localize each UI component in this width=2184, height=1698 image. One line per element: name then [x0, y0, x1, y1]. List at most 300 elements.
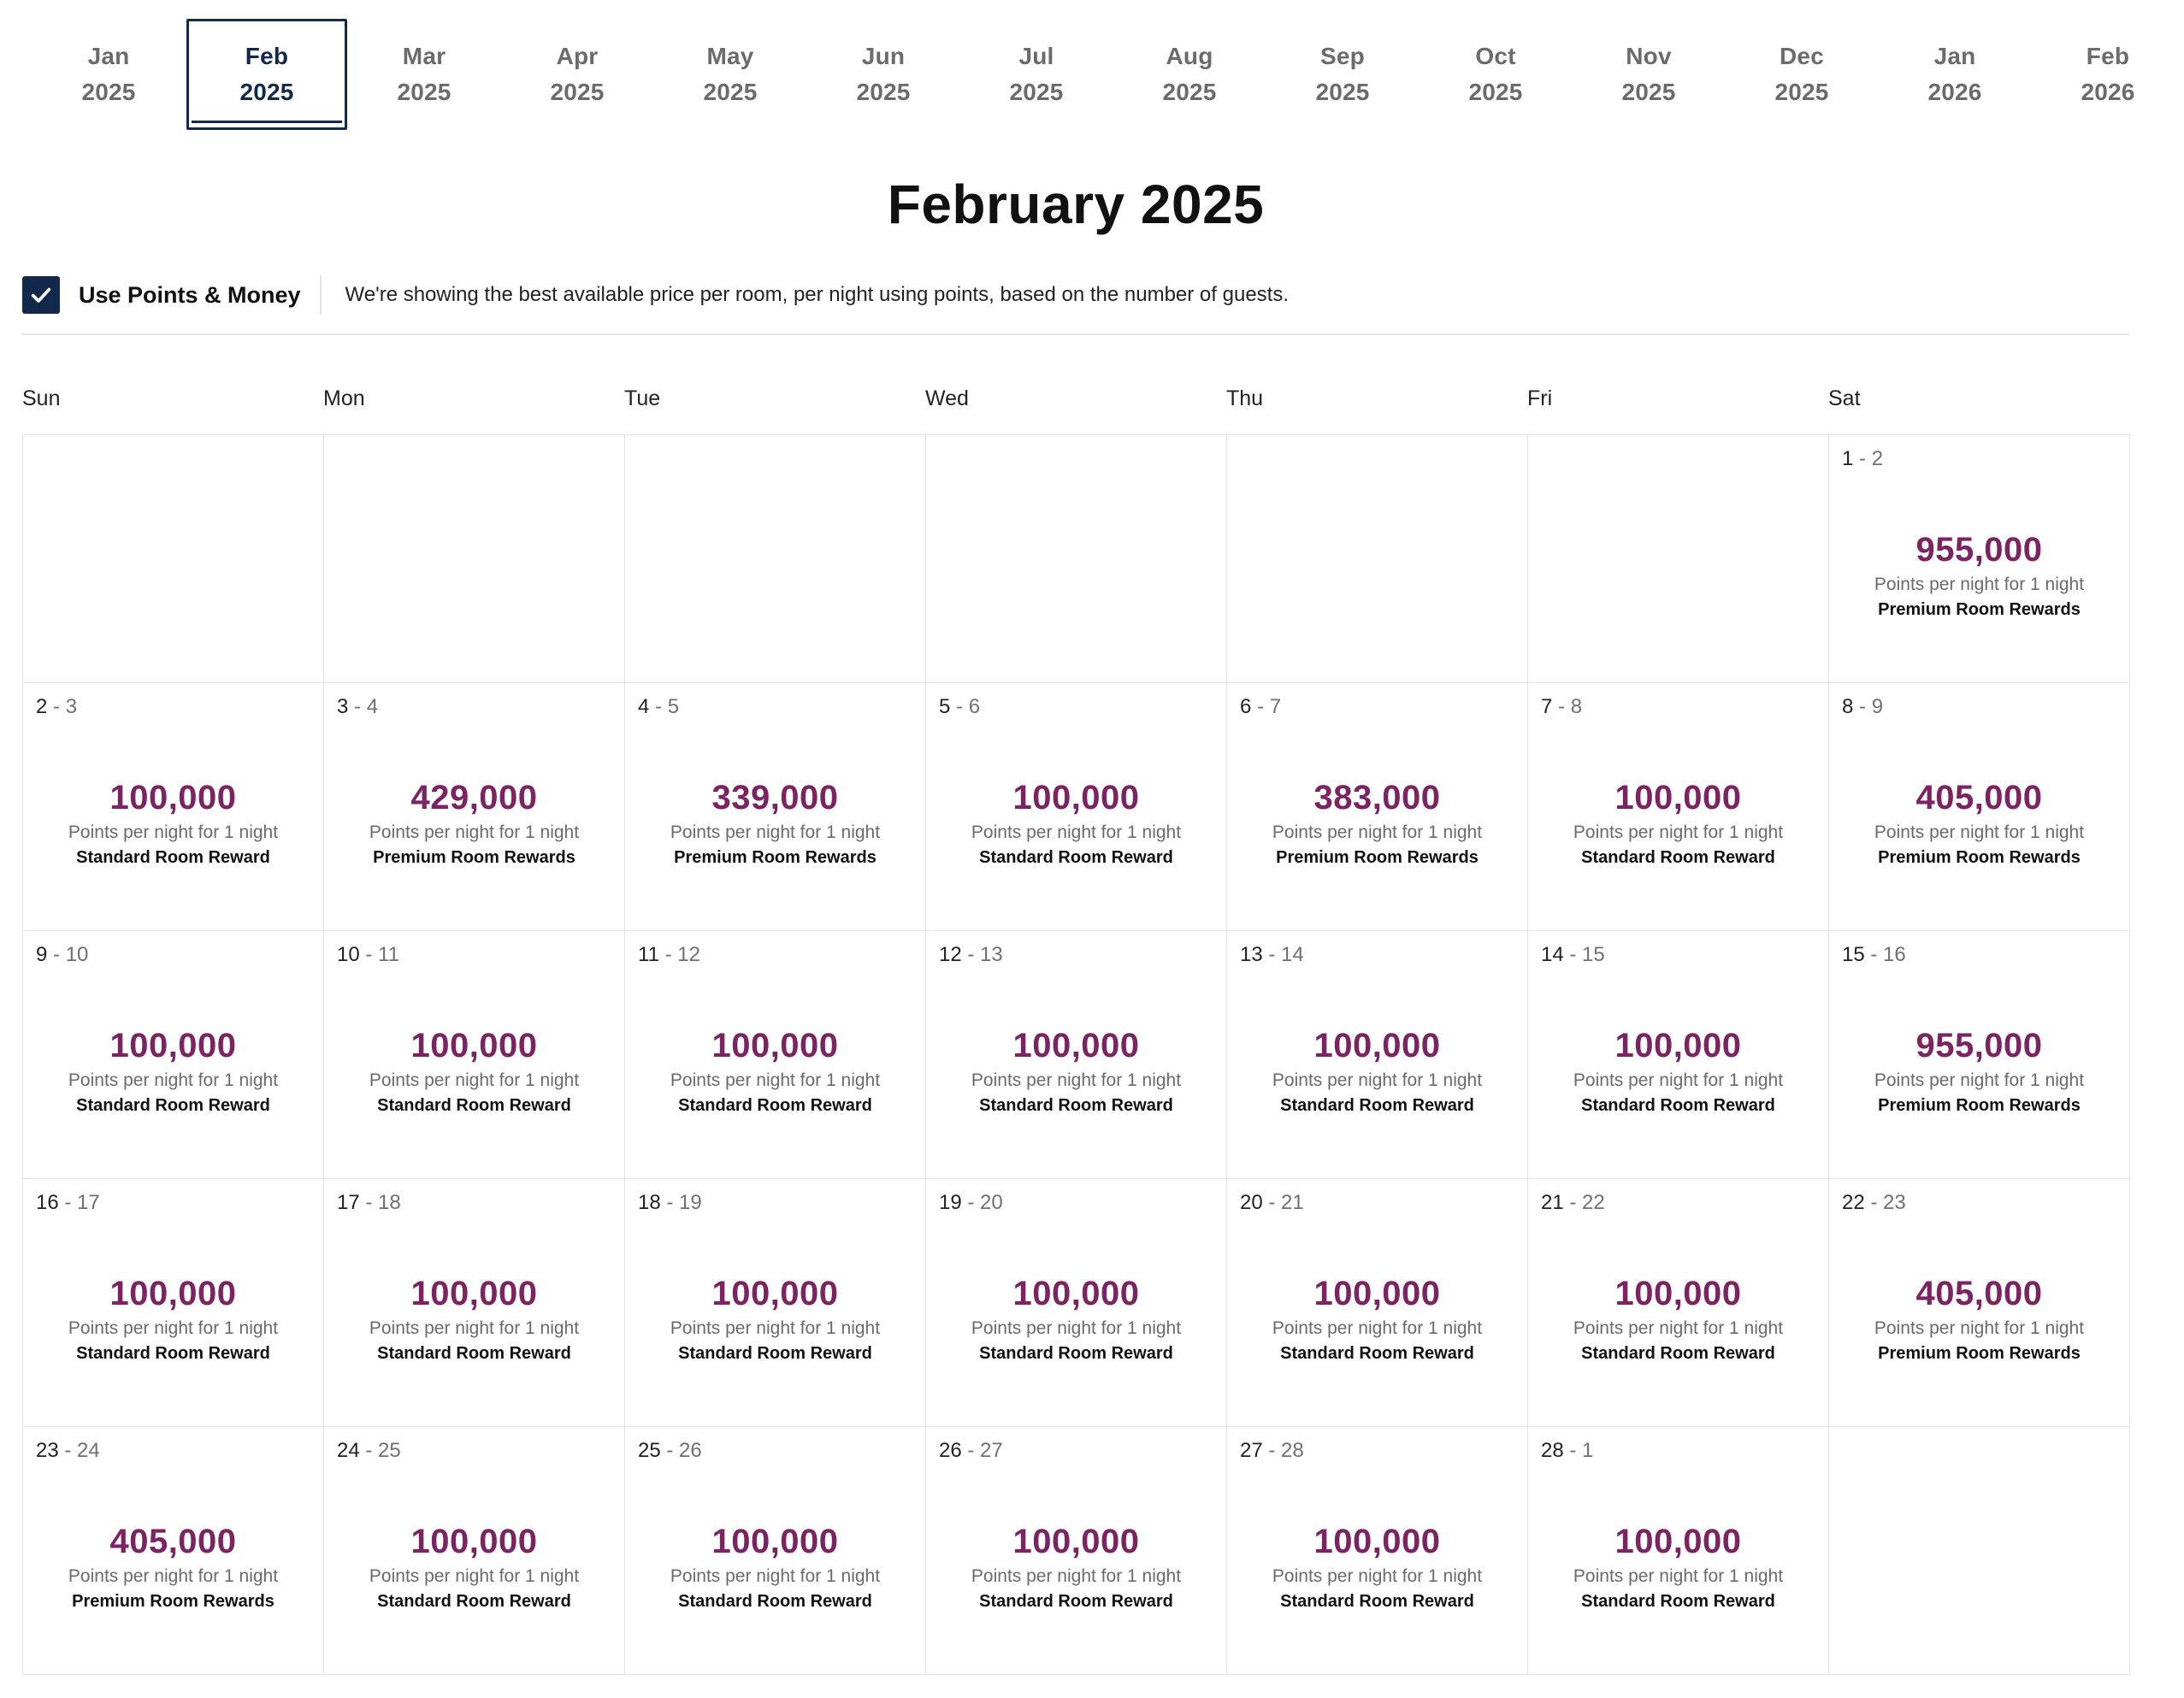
points-per-night-label: Points per night for 1 night	[1874, 822, 2085, 842]
reward-type: Standard Room Reward	[1581, 1344, 1775, 1363]
calendar-grid	[22, 434, 2131, 1675]
date-range	[638, 943, 700, 967]
page-title: February 2025	[887, 174, 1265, 235]
points-per-night-label: Points per night for 1 night	[1272, 1318, 1483, 1338]
calendar-day[interactable]	[1528, 1179, 1829, 1427]
check-out-date: 25	[378, 1439, 401, 1462]
price-block	[23, 1523, 323, 1612]
date-separator: -	[1563, 1439, 1583, 1462]
check-out-date: 19	[679, 1191, 702, 1214]
weekday-mon: Mon	[323, 386, 365, 410]
price-block	[1227, 1523, 1527, 1612]
month-tab-year: 2026	[2081, 79, 2135, 105]
calendar-day[interactable]	[23, 1179, 324, 1427]
month-tab-mar-2025[interactable]	[348, 19, 500, 130]
date-range	[36, 943, 88, 967]
date-separator: -	[47, 943, 66, 966]
points-price: 429,000	[410, 779, 538, 817]
weekday-header	[22, 386, 2129, 411]
date-separator: -	[1251, 695, 1270, 718]
reward-type: Standard Room Reward	[377, 1592, 571, 1611]
month-tab-dec-2025[interactable]	[1726, 19, 1878, 130]
check-out-date: 10	[65, 943, 89, 966]
month-tab-month: Jan	[87, 43, 130, 69]
calendar-day[interactable]	[625, 1427, 926, 1675]
date-separator: -	[961, 1191, 981, 1214]
points-per-night-label: Points per night for 1 night	[1573, 1070, 1784, 1090]
check-in-date: 4	[638, 695, 650, 718]
calendar-day[interactable]	[1528, 683, 1829, 931]
date-separator: -	[961, 943, 981, 966]
month-tab-month: May	[706, 43, 754, 69]
reward-type: Standard Room Reward	[1581, 1096, 1775, 1115]
points-per-night-label: Points per night for 1 night	[670, 822, 881, 842]
date-range	[939, 695, 980, 719]
date-range	[1541, 1191, 1605, 1215]
month-tab-feb-2026[interactable]	[2032, 19, 2184, 130]
points-per-night-label: Points per night for 1 night	[68, 1318, 279, 1338]
check-out-date: 11	[378, 943, 399, 966]
price-block	[926, 1275, 1226, 1364]
check-out-date: 18	[378, 1191, 401, 1214]
calendar-day[interactable]	[926, 683, 1227, 931]
reward-type: Standard Room Reward	[979, 1592, 1173, 1611]
date-separator: -	[1563, 1191, 1583, 1214]
points-price: 100,000	[1012, 1523, 1140, 1560]
reward-type: Standard Room Reward	[1581, 1592, 1775, 1611]
date-range	[337, 1191, 401, 1215]
points-per-night-label: Points per night for 1 night	[1573, 1318, 1784, 1338]
points-price: 100,000	[1614, 779, 1742, 817]
points-price: 100,000	[711, 1027, 839, 1064]
points-price: 405,000	[1915, 1275, 2043, 1312]
points-per-night-label: Points per night for 1 night	[670, 1070, 881, 1090]
calendar-day[interactable]	[625, 1179, 926, 1427]
date-range	[939, 943, 1003, 967]
reward-type: Premium Room Rewards	[1878, 1344, 2081, 1363]
points-price: 100,000	[711, 1275, 839, 1312]
points-price: 100,000	[1313, 1027, 1441, 1064]
date-separator: -	[359, 1191, 379, 1214]
date-separator: -	[1864, 943, 1884, 966]
use-points-money-checkbox[interactable]	[22, 276, 60, 314]
month-tab-month: Oct	[1475, 43, 1516, 69]
date-range	[939, 1439, 1003, 1463]
month-tab-year: 2025	[81, 79, 136, 105]
calendar-day[interactable]	[1227, 1427, 1528, 1675]
date-range	[1240, 1439, 1304, 1463]
points-money-bar	[22, 275, 2129, 335]
check-out-date: 17	[77, 1191, 100, 1214]
calendar-day[interactable]	[23, 683, 324, 931]
calendar-day[interactable]	[1528, 1427, 1829, 1675]
reward-type: Standard Room Reward	[377, 1344, 571, 1363]
reward-type: Premium Room Rewards	[1878, 600, 2081, 619]
date-separator: -	[649, 695, 668, 718]
date-range	[337, 695, 378, 719]
month-tab-aug-2025[interactable]	[1113, 19, 1266, 130]
date-range	[1541, 943, 1605, 967]
reward-type: Standard Room Reward	[76, 848, 270, 867]
points-price: 339,000	[711, 779, 839, 817]
points-price: 100,000	[109, 1275, 237, 1312]
check-in-date: 9	[36, 943, 48, 966]
check-out-date: 14	[1281, 943, 1304, 966]
points-per-night-label: Points per night for 1 night	[369, 822, 580, 842]
reward-type: Standard Room Reward	[1280, 1592, 1474, 1611]
month-tab-year: 2025	[1621, 79, 1676, 105]
check-out-date: 21	[1281, 1191, 1304, 1214]
check-out-date: 6	[968, 695, 981, 718]
calendar-day[interactable]	[1829, 1179, 2130, 1427]
date-range	[638, 1439, 702, 1463]
check-out-date: 27	[980, 1439, 1003, 1462]
price-block	[23, 779, 323, 868]
month-tab-month: Jun	[861, 43, 906, 69]
check-in-date: 16	[36, 1191, 59, 1214]
check-in-date: 3	[337, 695, 349, 718]
date-separator: -	[47, 695, 66, 718]
date-separator: -	[1853, 695, 1872, 718]
check-in-date: 27	[1240, 1439, 1263, 1462]
points-price: 100,000	[1614, 1027, 1742, 1064]
price-block	[926, 1523, 1226, 1612]
date-range	[36, 695, 77, 719]
points-price: 100,000	[1614, 1523, 1742, 1560]
points-price: 100,000	[711, 1523, 839, 1560]
date-range	[1541, 1439, 1593, 1463]
date-separator: -	[1853, 447, 1872, 470]
check-out-date: 23	[1883, 1191, 1906, 1214]
check-in-date: 10	[337, 943, 360, 966]
calendar-day[interactable]	[926, 1179, 1227, 1427]
reward-type: Premium Room Rewards	[1878, 1096, 2081, 1115]
points-price: 100,000	[1313, 1275, 1441, 1312]
checkmark-icon	[29, 283, 53, 307]
weekday-thu: Thu	[1226, 386, 1264, 410]
check-out-date: 24	[77, 1439, 100, 1462]
points-per-night-label: Points per night for 1 night	[68, 822, 279, 842]
check-out-date: 26	[679, 1439, 702, 1462]
calendar-day[interactable]	[324, 931, 625, 1179]
month-tab-year: 2026	[1927, 79, 1982, 105]
reward-type: Premium Room Rewards	[1878, 848, 2081, 867]
month-tab-apr-2025[interactable]	[501, 19, 653, 130]
points-per-night-label: Points per night for 1 night	[670, 1318, 881, 1338]
calendar-empty-cell	[23, 435, 324, 683]
points-price: 100,000	[410, 1523, 538, 1560]
points-price: 100,000	[1012, 1027, 1140, 1064]
date-range	[638, 1191, 702, 1215]
calendar-day[interactable]	[324, 683, 625, 931]
check-out-date: 7	[1269, 695, 1282, 718]
calendar-empty-cell	[1829, 1427, 2130, 1675]
date-separator: -	[660, 1191, 680, 1214]
check-in-date: 11	[638, 943, 659, 966]
month-tab-month: Jul	[1018, 43, 1054, 69]
month-tab-jun-2025[interactable]	[807, 19, 959, 130]
check-in-date: 6	[1240, 695, 1252, 718]
month-tab-feb-2025[interactable]	[186, 19, 347, 130]
weekday-tue: Tue	[624, 386, 661, 410]
check-in-date: 20	[1240, 1191, 1263, 1214]
date-range	[1842, 695, 1883, 719]
reward-type: Premium Room Rewards	[72, 1592, 274, 1611]
month-tab-month: Dec	[1780, 43, 1824, 69]
price-block	[23, 1027, 323, 1116]
points-price: 100,000	[410, 1027, 538, 1064]
calendar-day[interactable]	[926, 1427, 1227, 1675]
check-out-date: 3	[65, 695, 78, 718]
check-out-date: 15	[1582, 943, 1605, 966]
date-range	[36, 1439, 100, 1463]
month-tab-jul-2025[interactable]	[960, 19, 1113, 130]
reward-type: Standard Room Reward	[678, 1344, 872, 1363]
reward-type: Standard Room Reward	[377, 1096, 571, 1115]
price-block	[1829, 531, 2129, 620]
date-range	[1842, 447, 1883, 471]
check-in-date: 25	[638, 1439, 661, 1462]
reward-type: Standard Room Reward	[1280, 1096, 1474, 1115]
reward-type: Standard Room Reward	[76, 1096, 270, 1115]
points-per-night-label: Points per night for 1 night	[670, 1566, 881, 1586]
date-separator: -	[348, 695, 367, 718]
date-range	[1541, 695, 1582, 719]
check-out-date: 5	[667, 695, 680, 718]
month-tab-year: 2025	[1315, 79, 1370, 105]
calendar-day[interactable]	[324, 1179, 625, 1427]
month-tab-year: 2025	[856, 79, 911, 105]
date-range	[939, 1191, 1003, 1215]
check-in-date: 13	[1240, 943, 1263, 966]
date-separator: -	[58, 1439, 78, 1462]
month-tab-year: 2025	[239, 79, 294, 105]
date-range	[1240, 1191, 1304, 1215]
reward-type: Premium Room Rewards	[1276, 848, 1479, 867]
date-separator: -	[1262, 1191, 1282, 1214]
points-per-night-label: Points per night for 1 night	[1272, 1070, 1483, 1090]
price-block	[1227, 1027, 1527, 1116]
price-block	[324, 1275, 624, 1364]
date-separator: -	[658, 943, 678, 966]
points-per-night-label: Points per night for 1 night	[369, 1566, 580, 1586]
reward-type: Standard Room Reward	[1581, 848, 1775, 867]
month-tab-year: 2025	[703, 79, 758, 105]
month-tab-oct-2025[interactable]	[1420, 19, 1572, 130]
check-in-date: 24	[337, 1439, 360, 1462]
reward-type: Standard Room Reward	[76, 1344, 270, 1363]
date-range	[1240, 695, 1281, 719]
check-in-date: 8	[1842, 695, 1854, 718]
price-block	[1227, 1275, 1527, 1364]
check-in-date: 26	[939, 1439, 962, 1462]
check-in-date: 21	[1541, 1191, 1564, 1214]
weekday-sat: Sat	[1828, 386, 1861, 410]
price-block	[1528, 779, 1828, 868]
date-range	[1842, 943, 1906, 967]
points-per-night-label: Points per night for 1 night	[971, 1318, 1182, 1338]
date-range	[36, 1191, 100, 1215]
reward-type: Premium Room Rewards	[674, 848, 877, 867]
month-tab-year: 2025	[1009, 79, 1064, 105]
price-block	[625, 1027, 925, 1116]
calendar-day[interactable]	[1227, 931, 1528, 1179]
price-block	[324, 779, 624, 868]
calendar-day[interactable]	[1528, 931, 1829, 1179]
check-out-date: 2	[1871, 447, 1884, 470]
month-selector	[32, 19, 2135, 130]
check-in-date: 18	[638, 1191, 661, 1214]
reward-type: Standard Room Reward	[678, 1592, 872, 1611]
points-price: 100,000	[1614, 1275, 1742, 1312]
month-tab-month: Apr	[556, 43, 599, 69]
points-per-night-label: Points per night for 1 night	[971, 822, 1182, 842]
calendar-day[interactable]	[625, 931, 926, 1179]
price-block	[23, 1275, 323, 1364]
calendar-day[interactable]	[1227, 1179, 1528, 1427]
date-range	[337, 1439, 401, 1463]
month-tab-month: Sep	[1320, 43, 1365, 69]
check-in-date: 19	[939, 1191, 962, 1214]
check-in-date: 23	[36, 1439, 59, 1462]
points-per-night-label: Points per night for 1 night	[1573, 1566, 1784, 1586]
check-out-date: 22	[1582, 1191, 1605, 1214]
check-out-date: 13	[980, 943, 1003, 966]
points-price: 955,000	[1915, 1027, 2043, 1064]
check-out-date: 8	[1570, 695, 1583, 718]
check-in-date: 14	[1541, 943, 1564, 966]
price-block	[625, 1275, 925, 1364]
check-in-date: 12	[939, 943, 962, 966]
points-price: 405,000	[109, 1523, 237, 1560]
points-price: 100,000	[410, 1275, 538, 1312]
reward-type: Standard Room Reward	[979, 1344, 1173, 1363]
month-tab-jan-2026[interactable]	[1879, 19, 2031, 130]
month-tab-month: Feb	[2086, 43, 2130, 69]
use-points-money-label[interactable]: Use Points & Money	[79, 275, 322, 315]
calendar-day[interactable]	[324, 1427, 625, 1675]
points-price: 100,000	[109, 779, 237, 817]
check-out-date: 9	[1871, 695, 1884, 718]
calendar-empty-cell	[1528, 435, 1829, 683]
month-tab-jan-2025[interactable]	[32, 19, 185, 130]
calendar-empty-cell	[625, 435, 926, 683]
reward-type: Standard Room Reward	[979, 1096, 1173, 1115]
check-out-date: 28	[1281, 1439, 1304, 1462]
points-price: 100,000	[1012, 779, 1140, 817]
points-price: 100,000	[1012, 1275, 1140, 1312]
check-in-date: 5	[939, 695, 951, 718]
weekday-fri: Fri	[1527, 386, 1553, 410]
date-separator: -	[359, 943, 379, 966]
date-separator: -	[1563, 943, 1583, 966]
points-price: 100,000	[109, 1027, 237, 1064]
calendar-day[interactable]	[23, 1427, 324, 1675]
check-in-date: 2	[36, 695, 48, 718]
points-per-night-label: Points per night for 1 night	[1874, 1318, 2085, 1338]
price-block	[1528, 1027, 1828, 1116]
date-separator: -	[359, 1439, 379, 1462]
points-price: 955,000	[1915, 531, 2043, 569]
month-tab-year: 2025	[1774, 79, 1829, 105]
check-out-date: 4	[366, 695, 379, 718]
check-out-date: 16	[1883, 943, 1906, 966]
price-block	[324, 1027, 624, 1116]
price-block	[1528, 1523, 1828, 1612]
price-block	[926, 779, 1226, 868]
calendar-day[interactable]	[1227, 683, 1528, 931]
price-block	[1528, 1275, 1828, 1364]
points-per-night-label: Points per night for 1 night	[1874, 575, 2085, 594]
check-out-date: 1	[1582, 1439, 1594, 1462]
month-tab-month: Feb	[245, 43, 289, 69]
points-money-description: We're showing the best available price per room, per night using points, based on the number of guests.	[345, 283, 1289, 306]
price-block	[1829, 779, 2129, 868]
reward-type: Premium Room Rewards	[373, 848, 576, 867]
month-tab-month: Jan	[1933, 43, 1976, 69]
month-track	[32, 19, 2135, 130]
date-separator: -	[961, 1439, 981, 1462]
month-tab-month: Nov	[1626, 43, 1672, 69]
points-per-night-label: Points per night for 1 night	[68, 1566, 279, 1586]
calendar-day[interactable]	[1829, 931, 2130, 1179]
price-block	[324, 1523, 624, 1612]
points-price: 100,000	[1313, 1523, 1441, 1560]
price-block	[926, 1027, 1226, 1116]
month-tab-nov-2025[interactable]	[1573, 19, 1725, 130]
weekday-sun: Sun	[22, 386, 61, 410]
date-separator: -	[950, 695, 969, 718]
reward-type: Standard Room Reward	[1280, 1344, 1474, 1363]
calendar-empty-cell	[926, 435, 1227, 683]
points-per-night-label: Points per night for 1 night	[971, 1566, 1182, 1586]
check-in-date: 7	[1541, 695, 1553, 718]
date-separator: -	[1262, 1439, 1282, 1462]
price-block	[625, 779, 925, 868]
points-per-night-label: Points per night for 1 night	[971, 1070, 1182, 1090]
calendar-empty-cell	[1227, 435, 1528, 683]
price-block	[1227, 779, 1527, 868]
calendar-day[interactable]	[926, 931, 1227, 1179]
date-separator: -	[1262, 943, 1282, 966]
check-in-date: 1	[1842, 447, 1854, 470]
points-per-night-label: Points per night for 1 night	[1573, 822, 1784, 842]
points-per-night-label: Points per night for 1 night	[1272, 1566, 1483, 1586]
month-tab-year: 2025	[550, 79, 605, 105]
check-in-date: 22	[1842, 1191, 1865, 1214]
points-price: 405,000	[1915, 779, 2043, 817]
check-out-date: 12	[677, 943, 700, 966]
month-tab-month: Mar	[402, 43, 446, 69]
points-per-night-label: Points per night for 1 night	[68, 1070, 279, 1090]
calendar-day[interactable]	[23, 931, 324, 1179]
calendar-day[interactable]	[1829, 683, 2130, 931]
date-separator: -	[1552, 695, 1571, 718]
month-tab-may-2025[interactable]	[654, 19, 806, 130]
check-out-date: 20	[980, 1191, 1003, 1214]
calendar-day[interactable]	[625, 683, 926, 931]
calendar-day[interactable]	[1829, 435, 2130, 683]
check-in-date: 15	[1842, 943, 1865, 966]
month-tab-sep-2025[interactable]	[1266, 19, 1419, 130]
reward-type: Standard Room Reward	[678, 1096, 872, 1115]
points-per-night-label: Points per night for 1 night	[1874, 1070, 2085, 1090]
price-block	[1829, 1027, 2129, 1116]
check-in-date: 17	[337, 1191, 360, 1214]
month-tab-year: 2025	[397, 79, 452, 105]
points-per-night-label: Points per night for 1 night	[369, 1070, 580, 1090]
check-in-date: 28	[1541, 1439, 1564, 1462]
